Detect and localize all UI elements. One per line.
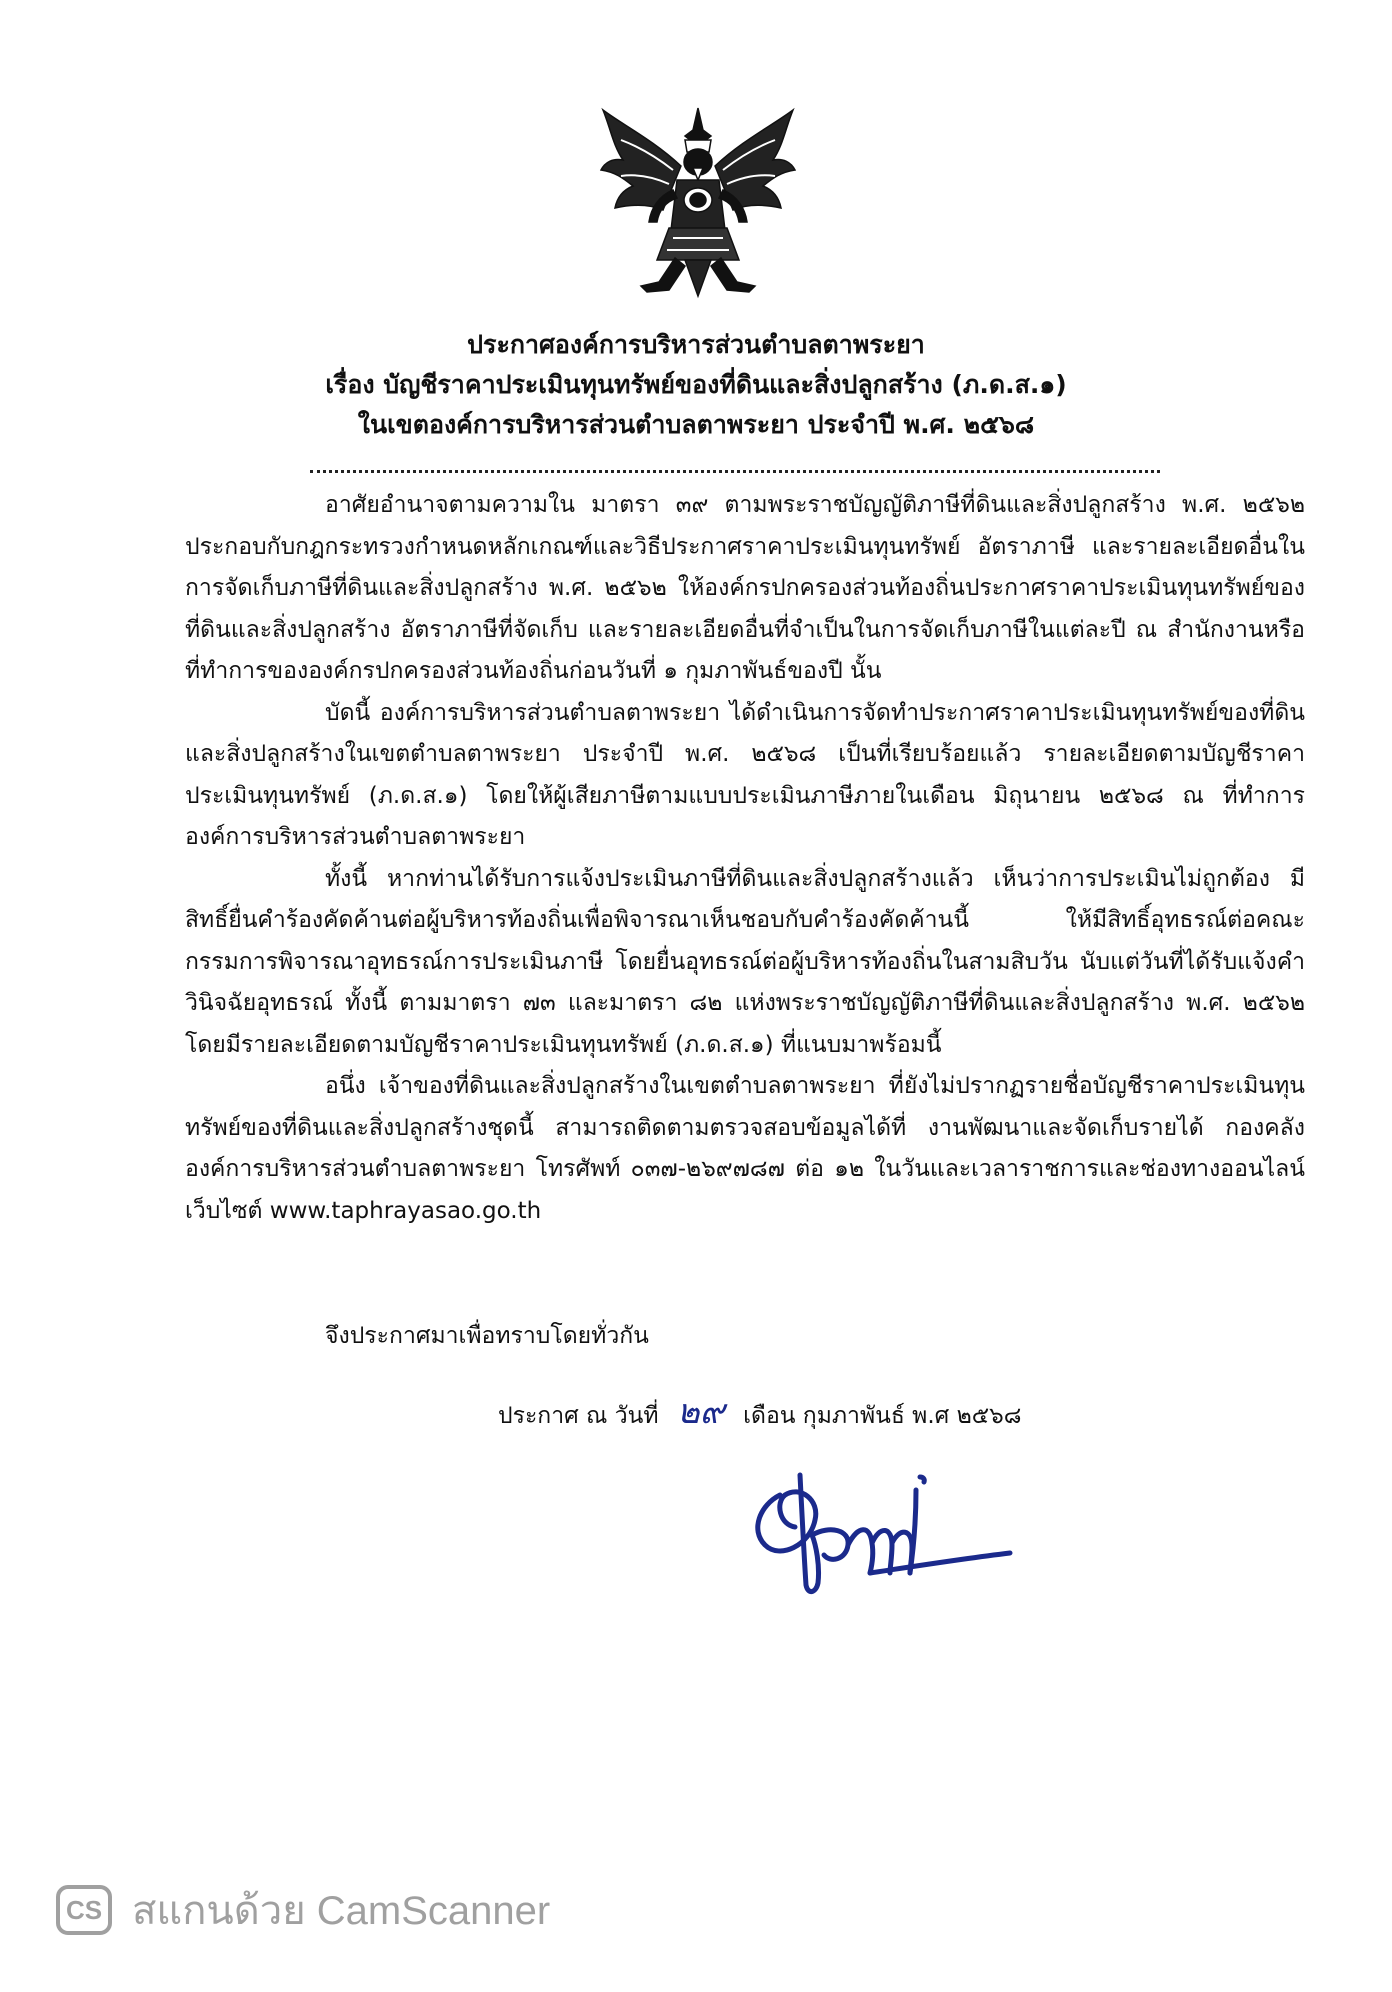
closing-statement: จึงประกาศมาเพื่อทราบโดยทั่วกัน	[325, 1323, 649, 1349]
paragraph-contact: อนึ่ง เจ้าของที่ดินและสิ่งปลูกสร้างในเขตตำบลตาพระยา ที่ยังไม่ปรากฏรายชื่อบัญชีราคาประเมินทุนทรัพย์ของที่ดินและสิ่งปลูกสร้างชุดนี้ สามารถติดตามตรวจสอบข้อมูลได้ที่ งานพัฒนาและจัดเก็บรายได้ กองคลัง องค์การบริหารส่วนตำบลตาพระยา โทรศัพท์ ๐๓๗-๒๖๙๗๘๗ ต่อ ๑๒ ในวันและเวลาราชการและช่องทางออนไลน์ เว็บไซต์ www.taphrayasao.go.th	[185, 1073, 1305, 1224]
date-prefix: ประกาศ ณ วันที่	[498, 1403, 659, 1429]
date-suffix: เดือน กุมภาพันธ์ พ.ศ ๒๕๖๘	[743, 1403, 1022, 1429]
heading-organization: ประกาศองค์การบริหารส่วนตำบลตาพระยา	[467, 330, 925, 359]
paragraph-legal-basis: อาศัยอำนาจตามความใน มาตรา ๓๙ ตามพระราชบัญญัติภาษีที่ดินและสิ่งปลูกสร้าง พ.ศ. ๒๕๖๒ ประกอบกับกฎกระทรวงกำหนดหลักเกณฑ์และวิธีประกาศราคาประเมินทุนทรัพย์ อัตราภาษี และรายละเอียดอื่นในการจัดเก็บภาษีที่ดินและสิ่งปลูกสร้าง พ.ศ. ๒๕๖๒ ให้องค์กรปกครองส่วนท้องถิ่นประกาศราคาประเมินทุนทรัพย์ของที่ดินและสิ่งปลูกสร้าง อัตราภาษีที่จัดเก็บ และรายละเอียดอื่นที่จำเป็นในการจัดเก็บภาษีในแต่ละปี ณ สำนักงานหรือที่ทำการขององค์กรปกครองส่วนท้องถิ่นก่อนวันที่ ๑ กุมภาพันธ์ของปี นั้น	[185, 492, 1305, 684]
heading-subject: เรื่อง บัญชีราคาประเมินทุนทรัพย์ของที่ดินและสิ่งปลูกสร้าง (ภ.ด.ส.๑)	[325, 370, 1067, 399]
watermark-text: สแกนด้วย CamScanner	[132, 1889, 551, 1933]
camscanner-watermark	[56, 1880, 550, 1940]
announcement-body	[185, 485, 1305, 1232]
paragraph-announcement: บัดนี้ องค์การบริหารส่วนตำบลตาพระยา ได้ดำเนินการจัดทำประกาศราคาประเมินทุนทรัพย์ของที่ดินและสิ่งปลูกสร้างในเขตตำบลตาพระยา ประจำปี พ.ศ. ๒๕๖๘ เป็นที่เรียบร้อยแล้ว รายละเอียดตามบัญชีราคาประเมินทุนทรัพย์ (ภ.ด.ส.๑) โดยให้ผู้เสียภาษีตามแบบประเมินภาษีภายในเดือน มิถุนายน ๒๕๖๘ ณ ที่ทำการองค์การบริหารส่วนตำบลตาพระยา	[185, 699, 1305, 850]
announcement-date	[498, 1384, 1021, 1438]
paragraph-appeal-rights: ทั้งนี้ หากท่านได้รับการแจ้งประเมินภาษีที่ดินและสิ่งปลูกสร้างแล้ว เห็นว่าการประเมินไม่ถูกต้อง มีสิทธิ์ยื่นคำร้องคัดค้านต่อผู้บริหารท้องถิ่นเพื่อพิจารณาเห็นชอบกับคำร้องคัดค้านนี้ ให้มีสิทธิ์อุทธรณ์ต่อคณะกรรมการพิจารณาอุทธรณ์การประเมินภาษี โดยยื่นอุทธรณ์ต่อผู้บริหารท้องถิ่นในสามสิบวัน นับแต่วันที่ได้รับแจ้งคำวินิจฉัยอุทธรณ์ ทั้งนี้ ตามมาตรา ๗๓ และมาตรา ๘๒ แห่งพระราชบัญญัติภาษีที่ดินและสิ่งปลูกสร้าง พ.ศ. ๒๕๖๒ โดยมีรายละเอียดตามบัญชีราคาประเมินทุนทรัพย์ (ภ.ด.ส.๑) ที่แนบมาพร้อมนี้	[185, 865, 1305, 1058]
camscanner-logo-icon: CS	[56, 1885, 112, 1935]
signature-icon	[720, 1455, 1020, 1605]
date-day-handwritten: ๒๙	[677, 1392, 725, 1432]
heading-scope: ในเขตองค์การบริหารส่วนตำบลตาพระยา ประจำปี พ.ศ. ๒๕๖๘	[357, 410, 1035, 439]
garuda-emblem-icon	[593, 100, 803, 300]
dotted-divider	[310, 470, 1160, 473]
document-heading	[0, 325, 1392, 445]
